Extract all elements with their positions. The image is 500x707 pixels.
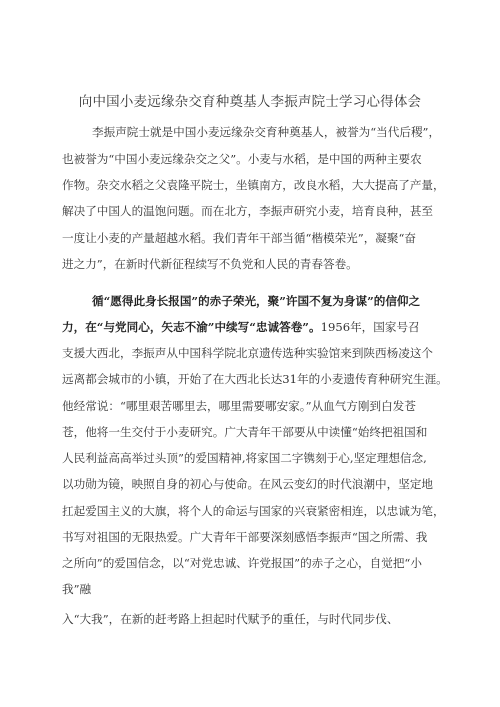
paragraph1-line-1: 李振声院士就是中国小麦远缘杂交育种奠基人，被誉为“当代后稷”， — [92, 125, 441, 139]
paragraph2-bold-line-2: 力，在“与党同心，矢志不渝”中续写“忠诚答卷”。 — [62, 320, 321, 334]
paragraph2-line-6: 苍，他将一生交付于小麦研究。广大青年干部要从中读懂“始终把祖国和 — [62, 425, 428, 439]
paragraph2-line-12: 我”融 — [62, 582, 92, 596]
paragraph1-line-4: 解决了中国人的温饱问题。而在北方，李振声研究小麦，培育良种，甚至 — [62, 204, 434, 218]
paragraph2-line-10: 书写对祖国的无限热爱。广大青年干部要深刻感悟李振声“国之所需、我 — [62, 530, 428, 544]
paragraph2-line-11: 之所向”的爱国信念，以“对党忠诚、许党报国”的赤子之心，自觉把“小 — [62, 556, 422, 570]
paragraph1-line-6: 进之力”，在新时代新征程续写不负党和人民的青春答卷。 — [62, 257, 358, 271]
paragraph2-line-9: 扛起爱国主义的大旗，将个人的命运与国家的兴衰紧密相连，以忠诚为笔， — [62, 504, 445, 518]
paragraph2-line-2-rest: 1956年，国家号召 — [320, 320, 420, 334]
paragraph1-line-2: 也被誉为“中国小麦远缘杂交之父”。小麦与水稻，是中国的两种主要农 — [62, 152, 422, 166]
paragraph2-line-8: 以功勋为镜，映照自身的初心与使命。在风云变幻的时代浪潮中，坚定地 — [62, 477, 434, 491]
paragraph2-line-3: 支援大西北，李振声从中国科学院北京遗传选种实验馆来到陕西杨凌这个 — [62, 346, 434, 360]
document-title: 向中国小麦远缘杂交育种奠基人李振声院士学习心得体会 — [78, 94, 422, 110]
paragraph2-line-4: 远离都会城市的小镇，开始了在大西北长达31年的小麦遗传育种研究生涯。 — [62, 372, 448, 386]
paragraph1-line-5: 一度让小麦的产量超越水稻。我们青年干部当循“楷模荣光”，凝聚“奋 — [62, 231, 417, 245]
paragraph2-line-7: 人民利益高高举过头顶”的爱国精神,将家国二字镌刻于心,坚定理想信念, — [62, 451, 427, 465]
paragraph2-line-5: 他经常说：“哪里艰苦哪里去，哪里需要哪安家。”从血气方刚到白发苍 — [62, 399, 416, 413]
paragraph2-bold-line-1: 循“愿得此身长报国”的赤子荣光，聚”许国不复为身谋”的信仰之 — [92, 294, 421, 308]
paragraph2-line-2 — [62, 320, 420, 334]
paragraph1-line-3: 作物。杂交水稻之父袁隆平院士，坐镇南方，改良水稻，大大提高了产量， — [62, 178, 445, 192]
paragraph2-line-13: 入“大我”，在新的赶考路上担起时代赋予的重任，与时代同步伐、 — [62, 612, 399, 626]
